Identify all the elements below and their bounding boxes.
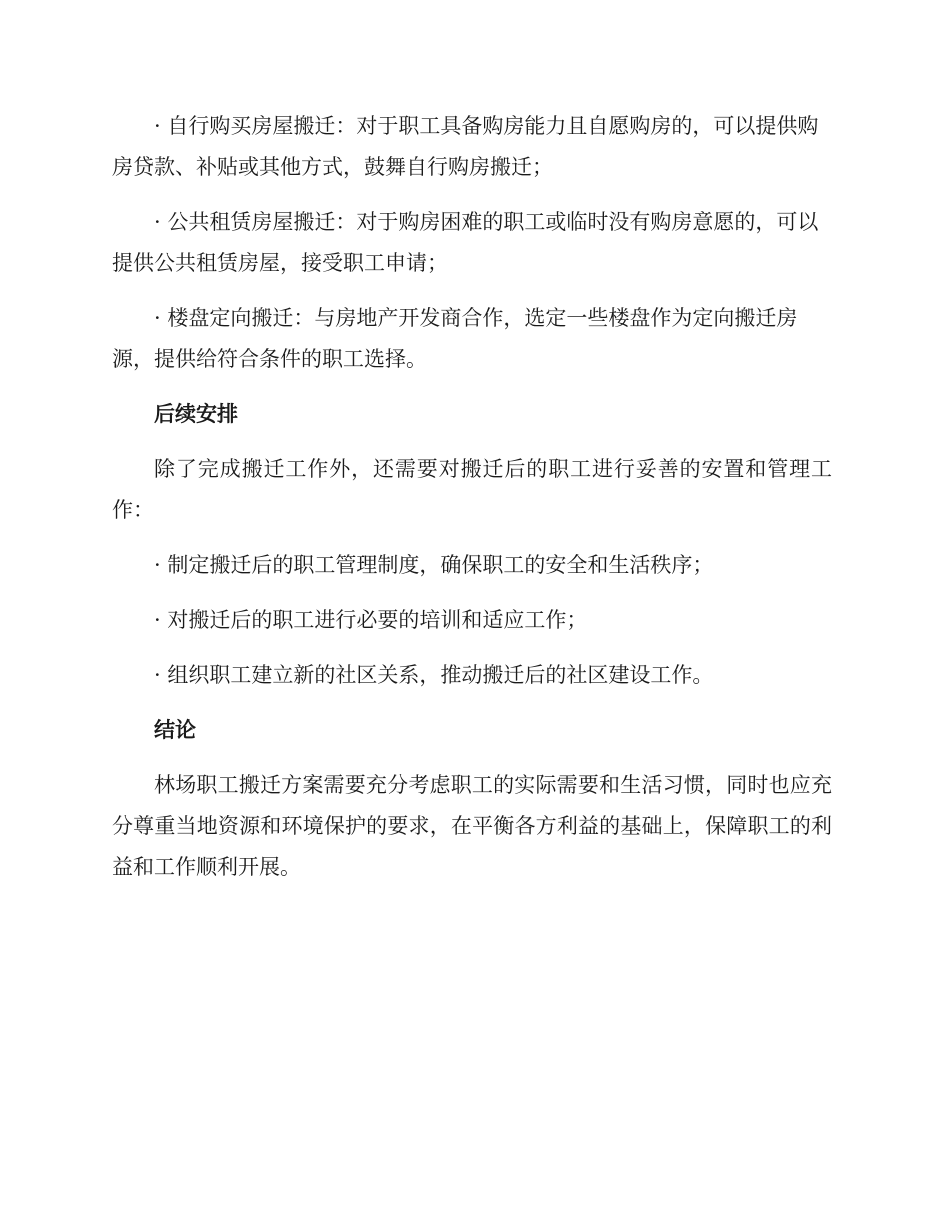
bullet-community: · 组织职工建立新的社区关系，推动搬迁后的社区建设工作。 [154,663,714,687]
bullet-management-system: · 制定搬迁后的职工管理制度，确保职工的安全和生活秩序； [154,553,714,577]
bullet-training: · 对搬迁后的职工进行必要的培训和适应工作； [154,608,588,632]
heading-conclusion: 结论 [154,718,196,742]
bullet-self-purchase: · 自行购买房屋搬迁：对于职工具备购房能力且自愿购房的，可以提供购房贷款、补贴或其他方式，鼓舞自行购房搬迁； [112,114,819,179]
bullet-directed-housing: · 楼盘定向搬迁：与房地产开发商合作，选定一些楼盘作为定向搬迁房源，提供给符合条件的职工选择。 [112,306,798,371]
bullet-public-rental: · 公共租赁房屋搬迁：对于购房困难的职工或临时没有购房意愿的，可以提供公共租赁房屋，接受职工申请； [112,210,819,275]
conclusion-body: 林场职工搬迁方案需要充分考虑职工的实际需要和生活习惯，同时也应充分尊重当地资源和环境保护的要求，在平衡各方利益的基础上，保障职工的利益和工作顺利开展。 [112,773,832,879]
followup-intro: 除了完成搬迁工作外，还需要对搬迁后的职工进行妥善的安置和管理工作： [112,457,832,522]
heading-followup: 后续安排 [154,402,238,426]
document-body [112,106,832,902]
